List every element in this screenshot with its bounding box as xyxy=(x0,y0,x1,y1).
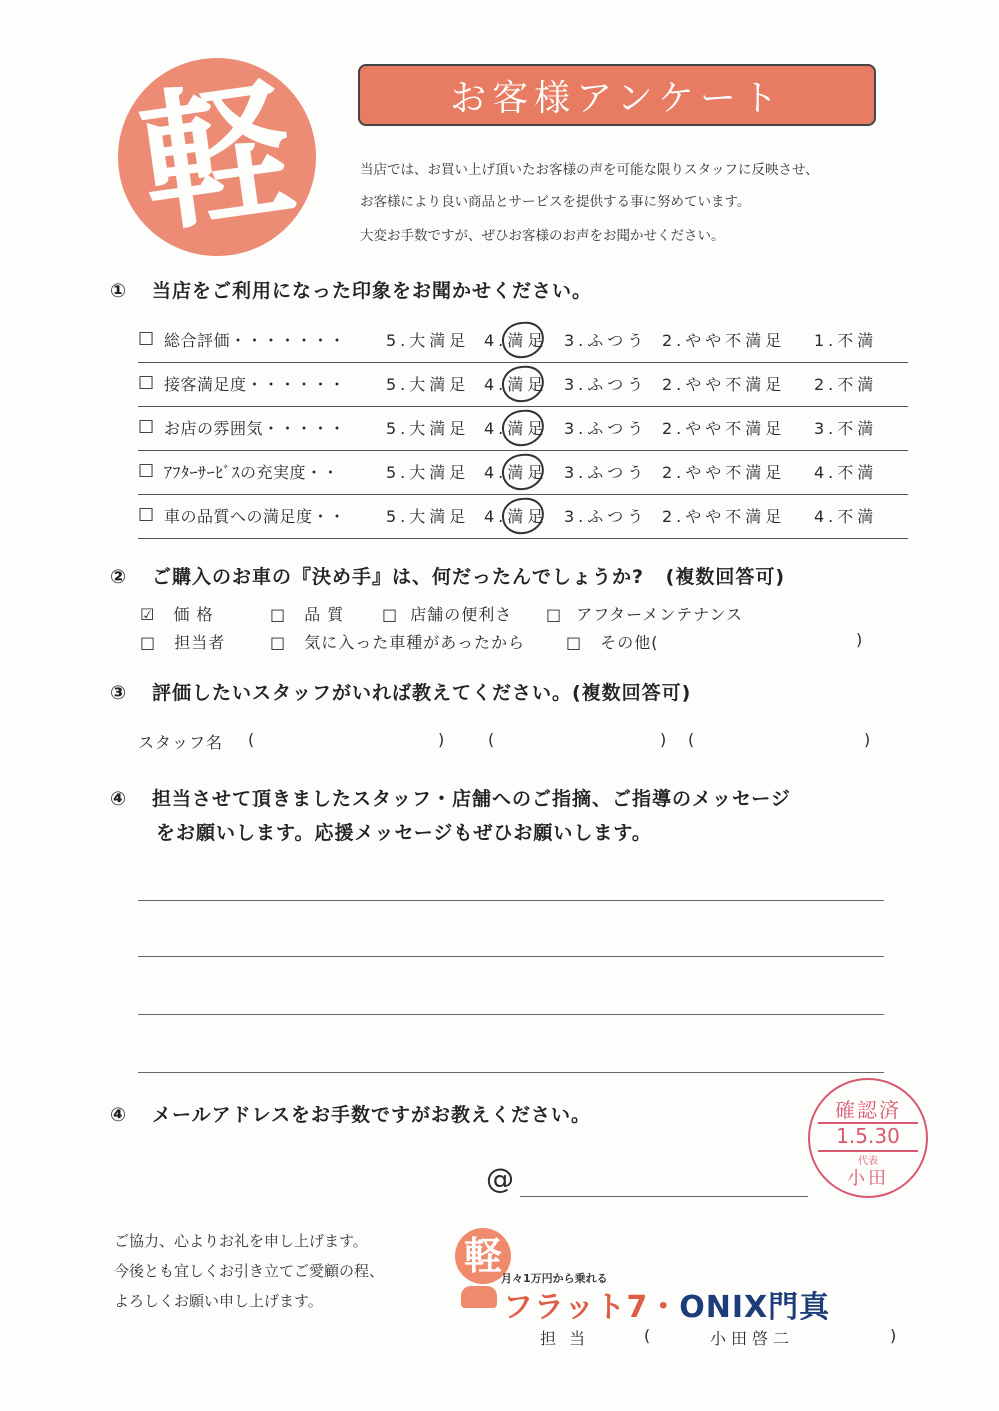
message-line[interactable] xyxy=(138,1072,884,1073)
rating-row-aftercare xyxy=(138,450,908,495)
checkbox[interactable]: □ xyxy=(270,633,287,652)
option-label: 担当者 xyxy=(174,633,226,652)
selection-circle xyxy=(500,496,546,536)
q3-number: ③ xyxy=(110,682,128,704)
option-label: 店舗の便利さ xyxy=(410,605,513,624)
option-1[interactable]: 1.不満 xyxy=(814,331,878,350)
checkbox[interactable]: □ xyxy=(138,460,155,480)
staff-paren: ) xyxy=(660,730,668,749)
staff-name-field-2[interactable] xyxy=(502,728,652,752)
option-1[interactable]: 2.不満 xyxy=(814,375,878,394)
brand-circle: 軽 xyxy=(455,1228,511,1284)
tanto-name: 小田啓二 xyxy=(710,1329,795,1348)
selection-circle xyxy=(500,408,546,448)
q5-number: ④ xyxy=(110,1104,128,1126)
staff-paren: ( xyxy=(248,730,256,749)
tanto-close: ) xyxy=(890,1326,898,1345)
option-5[interactable]: 5.大満足 xyxy=(386,507,470,526)
rating-label: ｱﾌﾀｰｻｰﾋﾞｽの充実度・・ xyxy=(164,463,340,482)
message-line[interactable] xyxy=(138,956,884,957)
brand-name-a: フラット7・ xyxy=(503,1290,680,1325)
checkbox-checked[interactable]: ☑ xyxy=(140,605,156,624)
rating-row-quality xyxy=(138,494,908,539)
checkbox[interactable]: □ xyxy=(140,633,157,652)
rating-label: お店の雰囲気・・・・・ xyxy=(164,419,346,438)
option-1[interactable]: 3.不満 xyxy=(814,419,878,438)
q3-text: 評価したいスタッフがいれば教えてください。(複数回答可) xyxy=(152,682,692,704)
option-convenience[interactable] xyxy=(382,602,512,625)
car-icon xyxy=(461,1286,497,1308)
option-3[interactable]: 3.ふつう xyxy=(564,463,648,482)
option-label: 気に入った車種があったから xyxy=(304,633,526,652)
selection-circle xyxy=(500,452,546,492)
logo-char: 軽 xyxy=(130,59,304,255)
option-staff[interactable] xyxy=(140,630,225,653)
message-line[interactable] xyxy=(138,1014,884,1015)
stamp-date: 1.5.30 xyxy=(836,1124,900,1148)
option-4[interactable]: 4.満足 xyxy=(484,375,548,394)
option-label: アフターメンテナンス xyxy=(576,605,744,624)
footer-line-2: 今後とも宜しくお引き立てご愛顧の程、 xyxy=(114,1262,385,1280)
checkbox[interactable]: □ xyxy=(270,605,287,624)
q3-heading xyxy=(110,678,691,705)
page-title: お客様アンケート xyxy=(450,77,784,119)
q4-text-1: 担当させて頂きましたスタッフ・店舗へのご指摘、ご指導のメッセージ xyxy=(152,788,791,810)
checkbox[interactable]: □ xyxy=(138,372,155,392)
selection-circle xyxy=(500,364,546,404)
option-label: 価 格 xyxy=(173,605,214,624)
email-field[interactable] xyxy=(520,1196,808,1197)
option-label: その他( xyxy=(600,633,659,652)
option-3[interactable]: 3.ふつう xyxy=(564,419,648,438)
stamp-title: 確認済 xyxy=(835,1098,901,1122)
brand-name-b: ONIX門真 xyxy=(679,1290,831,1325)
checkbox[interactable]: □ xyxy=(546,605,563,624)
option-3[interactable]: 3.ふつう xyxy=(564,375,648,394)
title-banner xyxy=(358,64,876,126)
option-5[interactable]: 5.大満足 xyxy=(386,331,470,350)
staff-name-field-1[interactable] xyxy=(262,728,432,752)
option-5[interactable]: 5.大満足 xyxy=(386,375,470,394)
option-price[interactable] xyxy=(140,602,214,625)
q4-heading xyxy=(110,784,791,811)
q4-number: ④ xyxy=(110,788,128,810)
q2-text: ご購入のお車の『決め手』は、何だったんでしょうか? xyxy=(152,566,645,588)
q5-text: メールアドレスをお手数ですがお教えください。 xyxy=(152,1104,592,1126)
option-label: 品 質 xyxy=(304,605,345,624)
option-3[interactable]: 3.ふつう xyxy=(564,331,648,350)
at-sign: @ xyxy=(486,1162,514,1195)
q2-number: ② xyxy=(110,566,128,588)
checkbox[interactable]: □ xyxy=(138,328,155,348)
option-car-model[interactable] xyxy=(270,630,525,653)
staff-name-field-3[interactable] xyxy=(702,728,858,752)
option-2[interactable]: 2.やや不満足 xyxy=(662,331,786,350)
logo-stamp xyxy=(118,58,316,256)
rating-row-service xyxy=(138,362,908,407)
staff-paren: ) xyxy=(864,730,872,749)
option-3[interactable]: 3.ふつう xyxy=(564,507,648,526)
staff-name-label: スタッフ名 xyxy=(138,733,224,752)
q1-heading xyxy=(110,276,592,303)
option-quality[interactable] xyxy=(270,602,344,625)
footer-line-3: よろしくお願い申し上げます。 xyxy=(114,1292,323,1310)
staff-paren: ) xyxy=(438,730,446,749)
option-other[interactable] xyxy=(566,630,658,653)
option-4[interactable]: 4.満足 xyxy=(484,463,548,482)
q2-note: (複数回答可) xyxy=(665,566,786,588)
option-4[interactable]: 4.満足 xyxy=(484,331,548,350)
staff-paren: ( xyxy=(688,730,696,749)
checkbox[interactable]: □ xyxy=(138,504,155,524)
confirmation-stamp xyxy=(808,1078,928,1198)
option-2[interactable]: 2.やや不満足 xyxy=(662,507,786,526)
q4-text-2: をお願いします。応援メッセージもぜひお願いします。 xyxy=(156,822,652,844)
option-2[interactable]: 2.やや不満足 xyxy=(662,375,786,394)
checkbox[interactable]: □ xyxy=(566,633,583,652)
intro-line-1: 当店では、お買い上げ頂いたお客様の声を可能な限りスタッフに反映させ、 xyxy=(360,162,819,178)
option-2[interactable]: 2.やや不満足 xyxy=(662,463,786,482)
stamp-name: 小田 xyxy=(847,1168,889,1189)
option-1[interactable]: 4.不満 xyxy=(814,507,878,526)
checkbox[interactable]: □ xyxy=(138,416,155,436)
rating-label: 総合評価・・・・・・・ xyxy=(164,331,346,350)
intro-line-2: お客様により良い商品とサービスを提供する事に努めています。 xyxy=(360,194,751,210)
option-2[interactable]: 2.やや不満足 xyxy=(662,419,786,438)
q1-text: 当店をご利用になった印象をお聞かせください。 xyxy=(152,280,593,302)
rating-row-atmosphere xyxy=(138,406,908,451)
option-5[interactable]: 5.大満足 xyxy=(386,463,470,482)
q1-number: ① xyxy=(110,280,128,302)
brand-tagline: 月々1万円から乗れる xyxy=(501,1272,608,1285)
option-4[interactable]: 4.満足 xyxy=(484,507,548,526)
selection-circle xyxy=(500,320,546,360)
option-4[interactable]: 4.満足 xyxy=(484,419,548,438)
staff-paren: ( xyxy=(488,730,496,749)
footer-line-1: ご協力、心よりお礼を申し上げます。 xyxy=(114,1232,368,1250)
intro-line-3: 大変お手数ですが、ぜひお客様のお声をお聞かせください。 xyxy=(360,228,725,244)
tanto-label: 担 当 xyxy=(540,1329,590,1348)
stamp-role: 代表 xyxy=(858,1156,878,1167)
message-line[interactable] xyxy=(138,900,884,901)
q2-heading xyxy=(110,562,785,589)
option-5[interactable]: 5.大満足 xyxy=(386,419,470,438)
checkbox[interactable]: □ xyxy=(382,605,399,624)
other-close-paren: ) xyxy=(856,630,864,649)
rating-row-overall xyxy=(138,318,908,363)
option-aftercare[interactable] xyxy=(546,602,743,625)
tanto-open: ( xyxy=(644,1326,652,1345)
brand-name xyxy=(503,1282,830,1326)
q5-heading xyxy=(110,1100,591,1127)
option-1[interactable]: 4.不満 xyxy=(814,463,878,482)
rating-label: 車の品質への満足度・・ xyxy=(164,507,346,526)
rating-label: 接客満足度・・・・・・ xyxy=(164,375,346,394)
